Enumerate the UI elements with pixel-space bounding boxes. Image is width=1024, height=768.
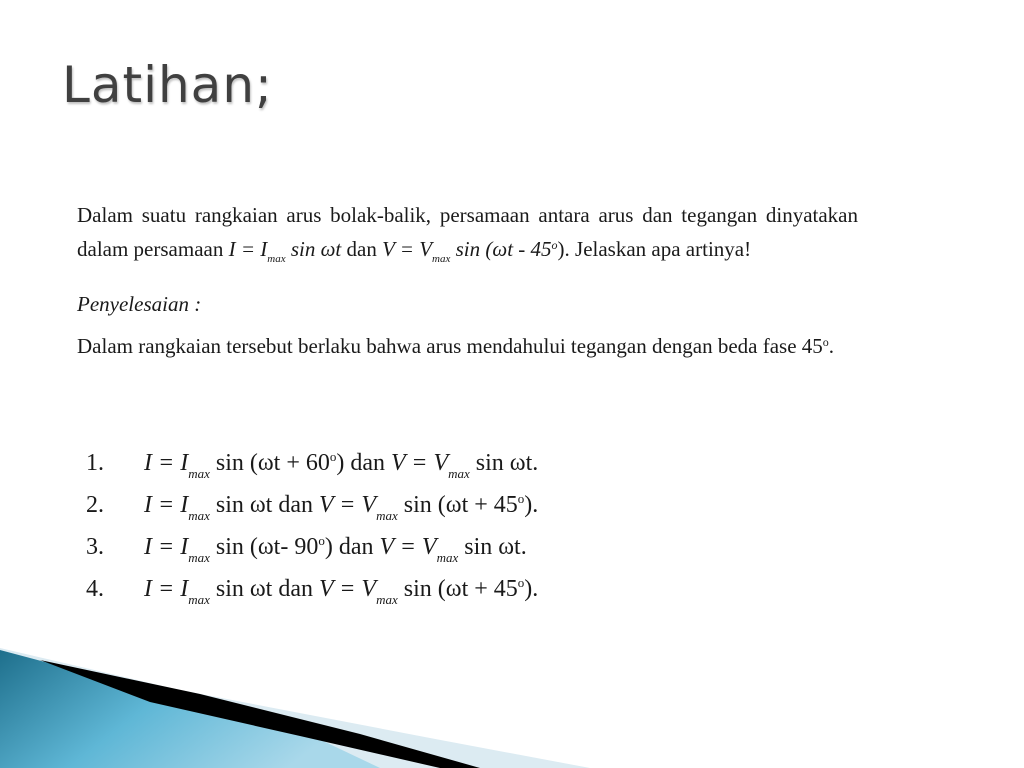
problem-text: Dalam suatu rangkaian arus bolak-balik, persamaan antara arus dan tegangan dinyatakan dalam persamaan: [77, 203, 858, 261]
blue-wave-swoosh-icon: [0, 630, 1024, 768]
solution-text: Dalam rangkaian tersebut berlaku bahwa arus mendahului tegangan dengan beda fase 45$^o$.: [77, 334, 835, 358]
option-1: 1. $I = I_{max}$ $\sin (\omega t + 60^o)$ dan $V = V_{max}$ sin ωt.: [86, 449, 539, 481]
question-text: ). Jelaskan apa artinya!: [557, 237, 752, 261]
equation-current: $I = I_{max}$ sin ωt: [228, 237, 342, 265]
problem-statement: [77, 200, 858, 274]
phase-angle: 45$^o$: [530, 237, 558, 261]
slide-title: Latihan;: [62, 56, 273, 114]
option-4: 4. $I = I_{max}$ sin ωt dan $V = V_{max}$ $\sin (\omega t + 45^o)$.: [86, 575, 539, 607]
option-2: 2. $I = I_{max}$ sin ωt dan $V = V_{max}$ $\sin (\omega t + 45^o)$.: [86, 491, 539, 523]
conjunction: dan: [346, 237, 377, 261]
answer-options: [86, 438, 538, 606]
option-3: 3. $I = I_{max}$ sin (ωt- 90$^o$) dan $V = V_{max}$ sin ωt.: [86, 533, 527, 565]
equation-voltage: $V = V_{max}$ sin (ωt -: [382, 237, 526, 265]
solution-heading: Penyelesaian :: [77, 292, 202, 316]
